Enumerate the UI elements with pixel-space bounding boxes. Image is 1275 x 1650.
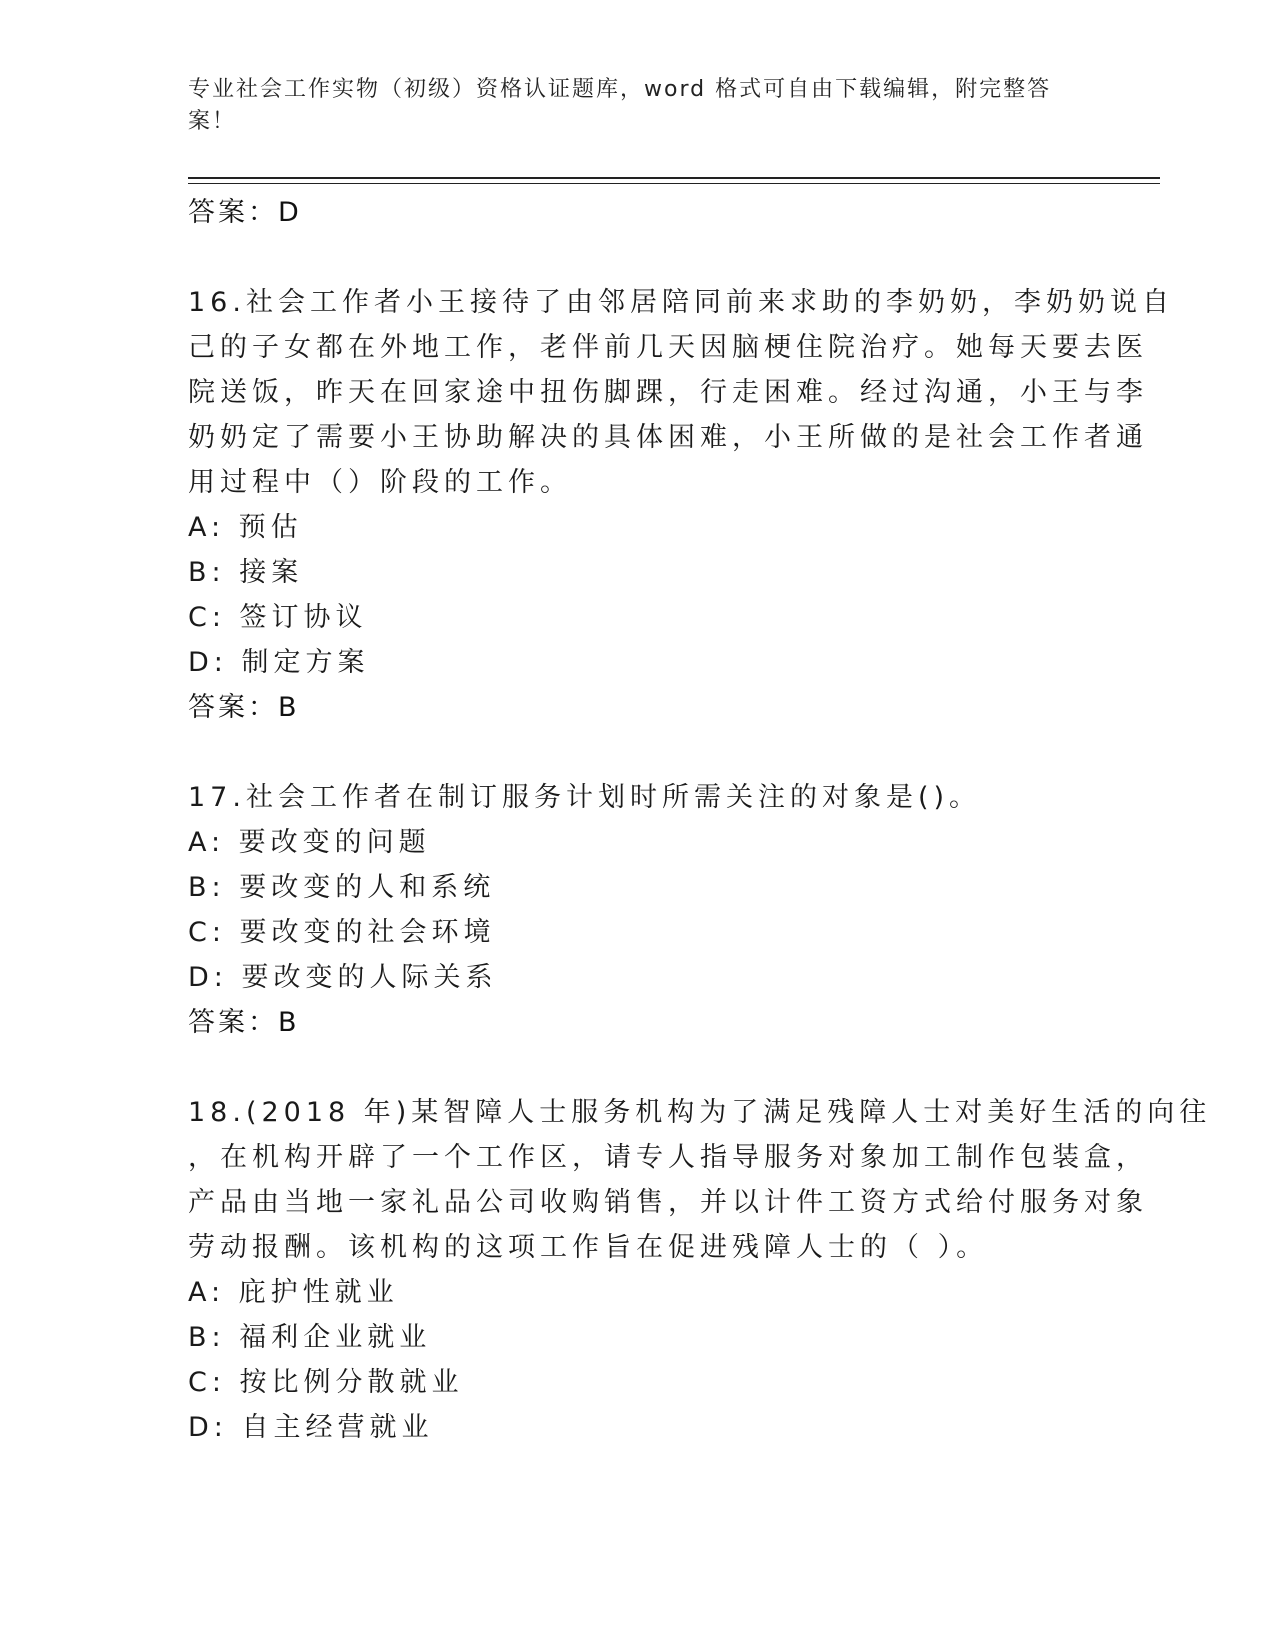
question-16-line-4: 奶奶定了需要小王协助解决的具体困难，小王所做的是社会工作者通 (188, 422, 1148, 453)
question-17 (188, 775, 1088, 1045)
question-17-option-a: A: 要改变的问题 (188, 827, 431, 858)
question-18-option-a: A: 庇护性就业 (188, 1277, 399, 1308)
question-18-line-2: ，在机构开辟了一个工作区，请专人指导服务对象加工制作包装盒， (188, 1142, 1148, 1173)
question-16-answer: 答案：B (188, 692, 300, 723)
question-16-option-c: C: 签订协议 (188, 602, 368, 633)
header-note-line-2: 案！ (188, 109, 237, 134)
header-divider-thin (188, 183, 1160, 184)
question-17-line-1: 17.社会工作者在制订服务计划时所需关注的对象是()。 (188, 782, 982, 813)
header-divider-thick (188, 177, 1160, 179)
spacer (188, 730, 1088, 775)
question-16-line-2: 己的子女都在外地工作，老伴前几天因脑梗住院治疗。她每天要去医 (188, 332, 1148, 363)
question-17-option-c: C: 要改变的社会环境 (188, 917, 496, 948)
question-17-option-d: D: 要改变的人际关系 (188, 962, 498, 993)
question-16-line-1: 16.社会工作者小王接待了由邻居陪同前来求助的李奶奶，李奶奶说自 (188, 287, 1174, 318)
header-note-line-1: 专业社会工作实物（初级）资格认证题库，word 格式可自由下载编辑，附完整答 (188, 77, 1052, 102)
question-18-option-c: C: 按比例分散就业 (188, 1367, 464, 1398)
question-16-option-a: A: 预估 (188, 512, 303, 543)
question-18 (188, 1090, 1212, 1450)
question-16-option-b: B: 接案 (188, 557, 304, 588)
question-18-line-1: 18.(2018 年)某智障人士服务机构为了满足残障人士对美好生活的向往 (188, 1097, 1212, 1128)
question-18-line-4: 劳动报酬。该机构的这项工作旨在促进残障人士的（ ）。 (188, 1232, 989, 1263)
question-content (188, 190, 1212, 1450)
question-16 (188, 280, 1174, 730)
question-16-line-3: 院送饭，昨天在回家途中扭伤脚踝，行走困难。经过沟通，小王与李 (188, 377, 1148, 408)
question-16-option-d: D: 制定方案 (188, 647, 370, 678)
spacer (188, 1045, 1088, 1090)
question-18-option-d: D: 自主经营就业 (188, 1412, 434, 1443)
question-17-answer: 答案：B (188, 1007, 300, 1038)
question-18-line-3: 产品由当地一家礼品公司收购销售，并以计件工资方式给付服务对象 (188, 1187, 1148, 1218)
header-note (188, 74, 1078, 138)
question-16-line-5: 用过程中（）阶段的工作。 (188, 467, 572, 498)
question-18-option-b: B: 福利企业就业 (188, 1322, 432, 1353)
answer-15: 答案：D (188, 197, 302, 228)
question-17-option-b: B: 要改变的人和系统 (188, 872, 496, 903)
spacer (188, 235, 1088, 280)
